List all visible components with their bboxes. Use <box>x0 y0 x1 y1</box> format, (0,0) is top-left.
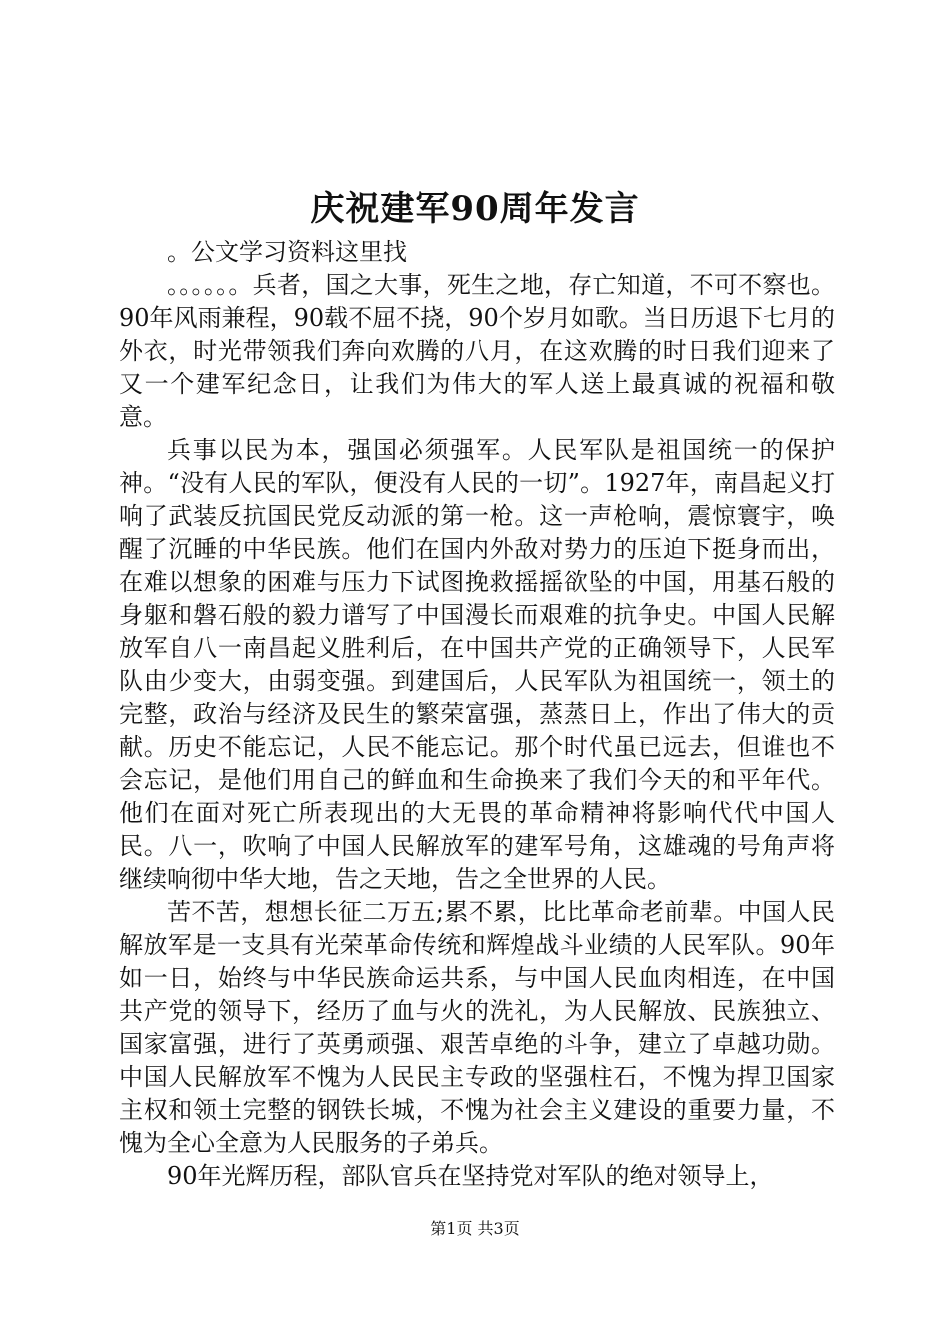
paragraph-history: 兵事以民为本，强国必须强军。人民军队是祖国统一的保护神。“没有人民的军队，便没有人民的一切”。1927年，南昌起义打响了武装反抗国民党反动派的第一枪。这一声枪响，震惊寰宇，唤醒了沉睡的中华民族。他们在国内外敌对势力的压迫下挺身而出，在难以想象的困难与压力下试图挽救摇摇欲坠的中国，用基石般的身躯和磐石般的毅力谱写了中国漫长而艰难的抗争史。中国人民解放军自八一南昌起义胜利后，在中国共产党的正确领导下，人民军队由少变大，由弱变强。到建国后，人民军队为祖国统一，领土的完整，政治与经济及民生的繁荣富强，蒸蒸日上，作出了伟大的贡献。历史不能忘记，人民不能忘记。那个时代虽已远去，但谁也不会忘记，是他们用自己的鲜血和生命换来了我们今天的和平年代。他们在面对死亡所表现出的大无畏的革命精神将影响代代中国人民。八一，吹响了中国人民解放军的建军号角，这雄魂的号角声将继续响彻中华大地，告之天地，告之全世界的人民。 <box>119 436 835 893</box>
paragraph-tradition: 苦不苦，想想长征二万五;累不累，比比革命老前辈。中国人民解放军是一支具有光荣革命传统和辉煌战斗业绩的人民军队。90年如一日，始终与中华民族命运共系，与中国人民血肉相连，在中国共产党的领导下，经历了血与火的洗礼，为人民解放、民族独立、国家富强，进行了英勇顽强、艰苦卓绝的斗争，建立了卓越功勋。中国人民解放军不愧为人民民主专政的坚强柱石，不愧为捍卫国家主权和领土完整的钢铁长城，不愧为社会主义建设的重要力量，不愧为全心全意为人民服务的子弟兵。 <box>119 898 835 1157</box>
document-title: 庆祝建军90周年发言 <box>310 189 640 229</box>
paragraph-continuation: 90年光辉历程，部队官兵在坚持党对军队的绝对领导上， <box>167 1162 774 1190</box>
document-body <box>119 236 835 1193</box>
paragraph-source-note: 。公文学习资料这里找 <box>167 238 407 266</box>
page-footer: 第1页 共3页 <box>430 1219 520 1238</box>
paragraph-intro: 。。。。。。兵者，国之大事，死生之地，存亡知道，不可不察也。90年风雨兼程，90载不屈不挠，90个岁月如歌。当日历退下七月的外衣，时光带领我们奔向欢腾的八月，在这欢腾的时日我们迎来了又一个建军纪念日，让我们为伟大的军人送上最真诚的祝福和敬意。 <box>119 271 835 431</box>
